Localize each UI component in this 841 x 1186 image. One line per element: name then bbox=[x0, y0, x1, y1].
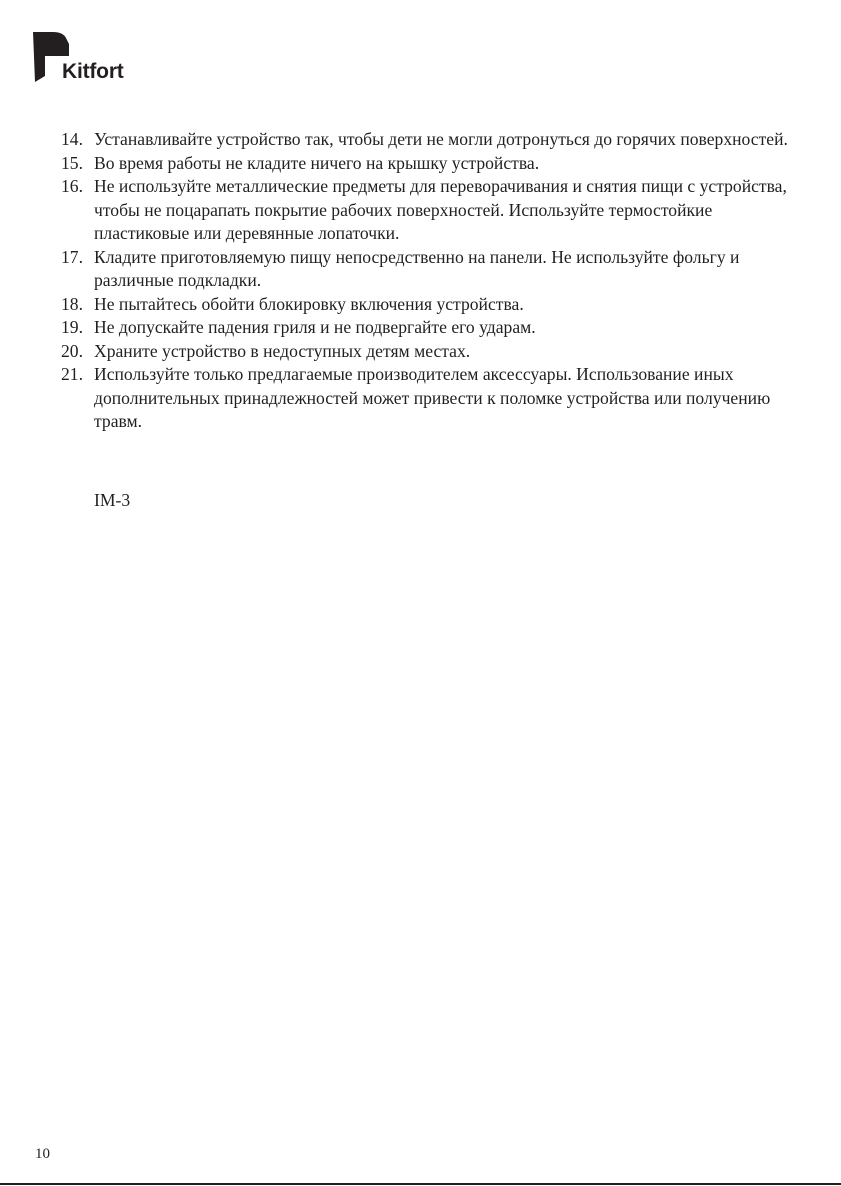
instructions-list bbox=[61, 128, 791, 434]
list-item bbox=[61, 293, 791, 317]
item-text: Не пытайтесь обойти блокировку включения устройства. bbox=[94, 293, 524, 314]
item-number: 16. bbox=[61, 176, 83, 196]
item-text: Не используйте металлические предметы для переворачивания и снятия пищи с устройства, чтобы не поцарапать покрытие рабочих поверхностей. Используйте термостойкие пластиковые или деревянные лопаточки. bbox=[94, 176, 787, 243]
safety-instructions bbox=[61, 128, 791, 434]
item-number: 17. bbox=[61, 246, 83, 267]
item-text: Во время работы не кладите ничего на крышку устройства. bbox=[94, 152, 540, 173]
list-item bbox=[61, 246, 791, 293]
brand-name: Kitfort bbox=[62, 60, 124, 83]
item-number: 14. bbox=[61, 129, 83, 149]
item-text: Храните устройство в недоступных детям местах. bbox=[94, 340, 471, 361]
item-text: Не допускайте падения гриля и не подвергайте его ударам. bbox=[94, 317, 536, 337]
item-number: 18. bbox=[61, 293, 83, 314]
item-number: 15. bbox=[61, 152, 83, 173]
list-item bbox=[61, 152, 791, 176]
list-item bbox=[61, 363, 791, 434]
list-item bbox=[61, 340, 791, 364]
item-number: 20. bbox=[61, 340, 83, 361]
bottom-divider bbox=[0, 1183, 841, 1185]
item-text: Устанавливайте устройство так, чтобы дети не могли дотронуться до горячих поверхностей. bbox=[94, 129, 788, 149]
list-item bbox=[61, 316, 791, 340]
page-number: 10 bbox=[35, 1146, 50, 1162]
instruction-code: IM-3 bbox=[94, 490, 131, 510]
list-item bbox=[61, 128, 791, 152]
item-text: Используйте только предлагаемые производителем аксессуары. Использование иных дополнительных принадлежностей может привести к поломке устройства или получению травм. bbox=[94, 364, 771, 431]
list-item bbox=[61, 175, 791, 246]
item-number: 19. bbox=[61, 317, 83, 337]
kitfort-logo bbox=[33, 32, 143, 84]
item-number: 21. bbox=[61, 364, 83, 384]
item-text: Кладите приготовляемую пищу непосредственно на панели. Не используйте фольгу и различные подкладки. bbox=[94, 246, 740, 290]
